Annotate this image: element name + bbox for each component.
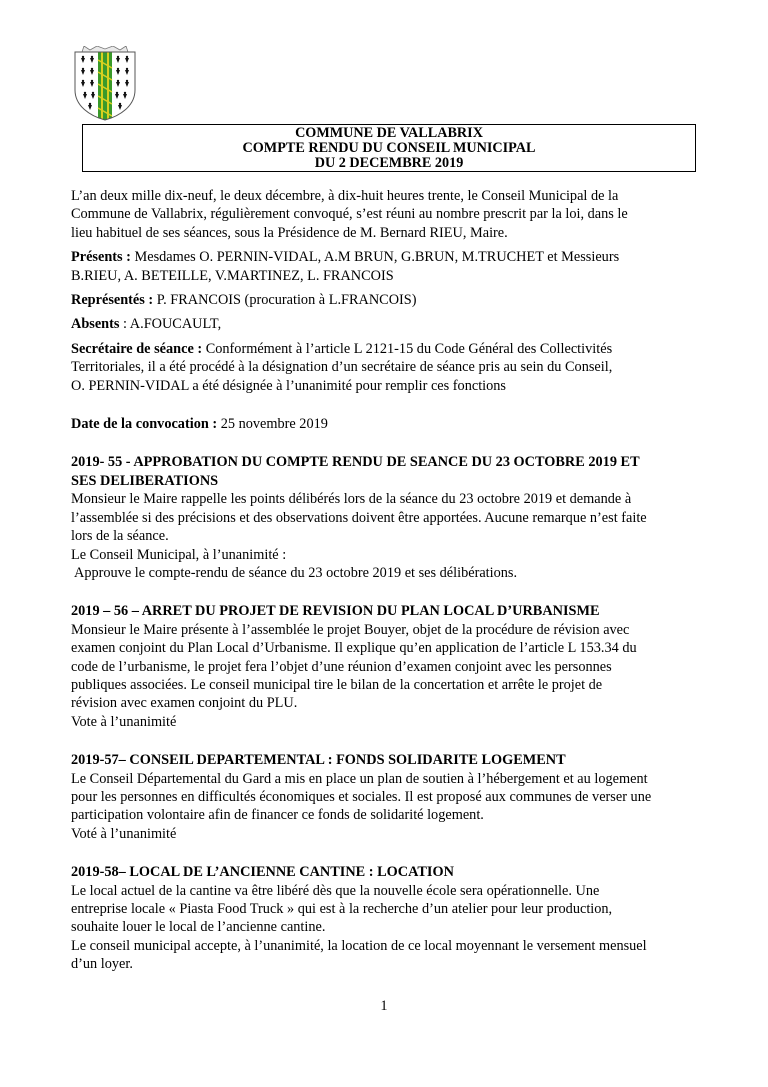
section-58-heading: 2019-58– LOCAL DE L’ANCIENNE CANTINE : LOCATION <box>71 864 454 881</box>
document-body <box>71 187 701 974</box>
section-57-text: Le Conseil Départemental du Gard a mis en place un plan de soutien à l’hébergement et au logement <box>71 770 648 787</box>
section-56-text: code de l’urbanisme, le projet fera l’objet d’une réunion d’examen conjoint avec les personnes <box>71 658 612 675</box>
section-57-text: pour les personnes en difficultés économiques et sociales. Il est proposé aux communes de verser une <box>71 788 652 805</box>
secretaire-text: O. PERNIN-VIDAL a été désignée à l’unanimité pour remplir ces fonctions <box>71 377 507 394</box>
section-57-heading: 2019-57– CONSEIL DEPARTEMENTAL : FONDS SOLIDARITE LOGEMENT <box>71 752 566 769</box>
convocation-date: 25 novembre 2019 <box>217 416 328 433</box>
section-56-text: révision avec examen conjoint du PLU. <box>71 695 298 712</box>
section-58-text: souhaite louer le local de l’ancienne cantine. <box>71 919 326 936</box>
section-58-text: d’un loyer. <box>71 956 133 973</box>
intro-line: L’an deux mille dix-neuf, le deux décembre, à dix-huit heures trente, le Conseil Municipal de la <box>71 188 619 204</box>
presents-text: B.RIEU, A. BETEILLE, V.MARTINEZ, L. FRANCOIS <box>71 267 394 284</box>
section-58-text: entreprise locale « Piasta Food Truck » qui est à la recherche d’un atelier pour leur production, <box>71 901 613 917</box>
convocation-label: Date de la convocation : <box>71 416 218 433</box>
representes-text: P. FRANCOIS (procuration à L.FRANCOIS) <box>153 292 417 309</box>
section-56-heading: 2019 – 56 – ARRET DU PROJET DE REVISION DU PLAN LOCAL D’URBANISME <box>71 603 600 620</box>
intro-line: Commune de Vallabrix, régulièrement convoqué, s’est réuni au nombre prescrit par la loi, dans le <box>71 206 628 223</box>
section-57 <box>71 751 701 843</box>
section-55-text: Monsieur le Maire rappelle les points délibérés lors de la séance du 23 octobre 2019 et demande à <box>71 491 632 508</box>
section-55-heading: 2019- 55 - APPROBATION DU COMPTE RENDU DE SEANCE DU 23 OCTOBRE 2019 ET <box>71 454 640 471</box>
section-57-text: participation volontaire afin de financer ce fonds de solidarité logement. <box>71 807 484 824</box>
section-56-text: Vote à l’unanimité <box>71 713 177 730</box>
title-commune: COMMUNE DE VALLABRIX <box>295 125 483 141</box>
section-55-text: Le Conseil Municipal, à l’unanimité : <box>71 546 287 563</box>
section-57-text: Voté à l’unanimité <box>71 825 177 842</box>
section-58-text: Le local actuel de la cantine va être libéré dès que la nouvelle école sera opérationnelle. Une <box>71 882 600 899</box>
representes-label: Représentés : <box>71 292 154 309</box>
section-55-heading: SES DELIBERATIONS <box>71 472 219 489</box>
intro-line: lieu habituel de ses séances, sous la Présidence de M. Bernard RIEU, Maire. <box>71 224 508 241</box>
representes-paragraph <box>71 291 701 309</box>
section-56 <box>71 602 701 731</box>
absents-paragraph <box>71 315 701 333</box>
title-date: DU 2 DECEMBRE 2019 <box>314 155 464 171</box>
presents-paragraph <box>71 248 701 285</box>
presents-label: Présents : <box>71 249 131 266</box>
section-55 <box>71 453 701 582</box>
section-55-text: l’assemblée si des précisions et des observations doivent être apportées. Aucune remarque n’est faite <box>71 509 647 526</box>
section-56-text: publiques associées. Le conseil municipal tire le bilan de la concertation et arrête le projet de <box>71 676 603 693</box>
section-58-text: Le conseil municipal accepte, à l’unanimité, la location de ce local moyennant le versement mensuel <box>71 937 647 954</box>
intro-paragraph <box>71 187 701 242</box>
coat-of-arms-icon <box>70 46 140 122</box>
section-55-text: lors de la séance. <box>71 528 169 545</box>
section-58 <box>71 863 701 973</box>
section-55-text: Approuve le compte-rendu de séance du 23 octobre 2019 et ses délibérations. <box>74 564 518 581</box>
secretaire-text: Territoriales, il a été procédé à la désignation d’un secrétaire de séance pris au sein du Conseil, <box>71 359 613 376</box>
convocation-paragraph <box>71 415 701 433</box>
title-compte-rendu: COMPTE RENDU DU CONSEIL MUNICIPAL <box>242 140 536 156</box>
section-56-text: Monsieur le Maire présente à l’assemblée le projet Bouyer, objet de la procédure de révision avec <box>71 621 630 638</box>
document-title-box <box>82 124 696 172</box>
absents-label: Absents <box>71 316 120 333</box>
section-56-text: examen conjoint du Plan Local d’Urbanisme. Il explique qu’en application de l’article L 153.34 du <box>71 640 637 657</box>
presents-text: Mesdames O. PERNIN-VIDAL, A.M BRUN, G.BRUN, M.TRUCHET et Messieurs <box>130 249 620 266</box>
secretaire-label: Secrétaire de séance : <box>71 340 203 357</box>
secretaire-text: Conformément à l’article L 2121-15 du Code Général des Collectivités <box>202 340 613 357</box>
secretaire-paragraph <box>71 340 701 395</box>
absents-text: : A.FOUCAULT, <box>119 316 222 333</box>
page-number: 1 <box>380 998 388 1014</box>
